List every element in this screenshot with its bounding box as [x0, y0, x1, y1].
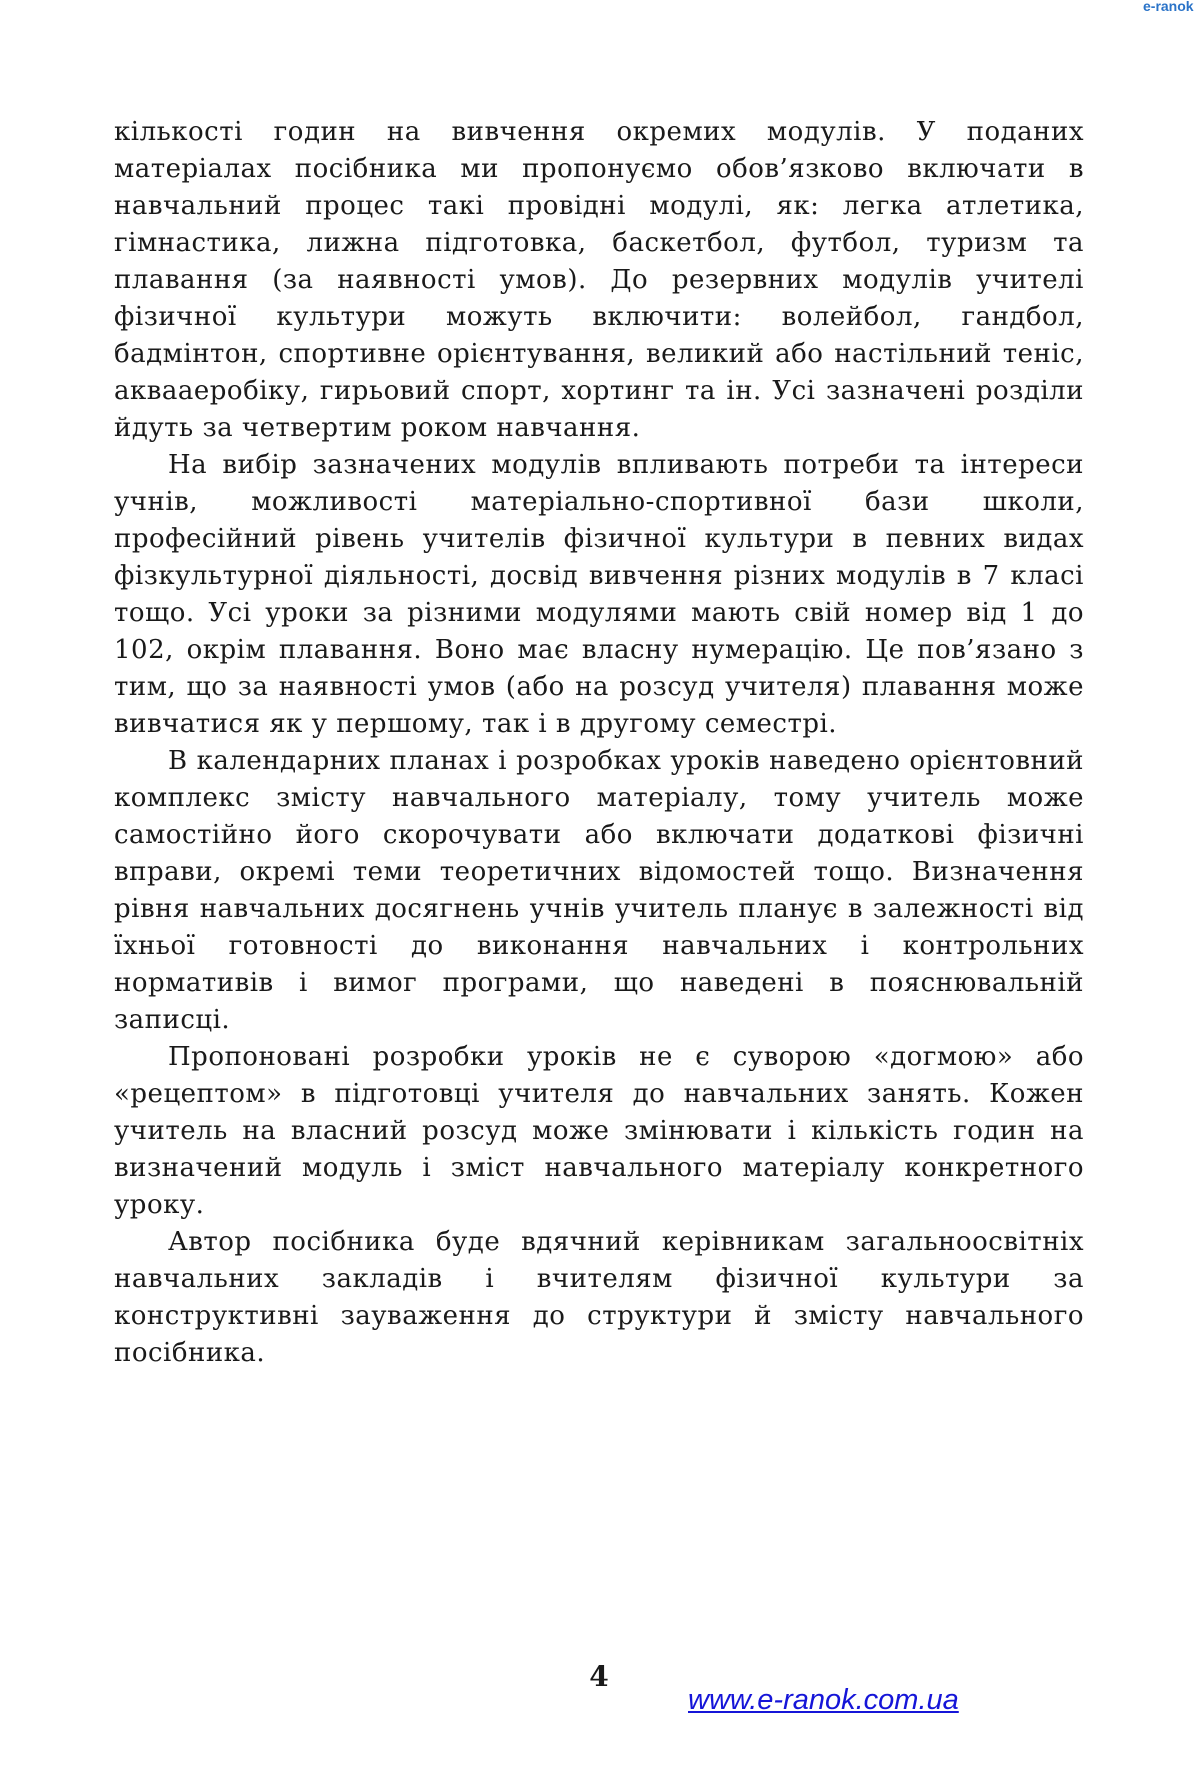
corner-watermark: e-ranok — [1143, 0, 1194, 14]
paragraph-1: кількості годин на вивчення окремих модулів. У поданих матеріалах посібника ми пропонуємо обов’язково включати в навчальний процес такі провідні модулі, як: легка атлетика, гімнастика, лижна підготовка, баскетбол, футбол, туризм та плавання (за наявності умов). До резервних модулів учителі фізичної культури можуть включити: волейбол, гандбол, бадмінтон, спортивне орієнтування, великий або настільний теніс, аквааеробіку, гирьовий спорт, хортинг та ін. Усі зазначені розділи йдуть за четвертим роком навчання. — [114, 117, 1084, 443]
page-number: 4 — [589, 1660, 609, 1693]
paragraph-5: Автор посібника буде вдячний керівникам загальноосвітніх навчальних закладів і вчителям фізичної культури за конструктивні зауваження до структури й змісту навчального посібника. — [114, 1227, 1084, 1368]
website-link[interactable]: www.e-ranok.com.ua — [688, 1684, 959, 1716]
paragraph-4: Пропоновані розробки уроків не є суворою «догмою» або «рецептом» в підготовці учителя до навчальних занять. Кожен учитель на власний розсуд може змінювати і кількість годин на визначений модуль і зміст навчального матеріалу конкретного уроку. — [114, 1042, 1084, 1220]
body-text — [114, 114, 1084, 1372]
paragraph-2: На вибір зазначених модулів впливають потреби та інтереси учнів, можливості матеріально-спортивної бази школи, професійний рівень учителів фізичної культури в певних видах фізкультурної діяльності, досвід вивчення різних модулів в 7 класі тощо. Усі уроки за різними модулями мають свій номер від 1 до 102, окрім плавання. Воно має власну нумерацію. Це пов’язано з тим, що за наявності умов (або на розсуд учителя) плавання може вивчатися як у першому, так і в другому семестрі. — [114, 450, 1084, 739]
paragraph-3: В календарних планах і розробках уроків наведено орієнтовний комплекс змісту навчального матеріалу, тому учитель може самостійно його скорочувати або включати додаткові фізичні вправи, окремі теми теоретичних відомостей тощо. Визначення рівня навчальних досягнень учнів учитель планує в залежності від їхньої готовності до виконання навчальних і контрольних нормативів і вимог програми, що наведені в пояснювальній записці. — [114, 746, 1084, 1035]
